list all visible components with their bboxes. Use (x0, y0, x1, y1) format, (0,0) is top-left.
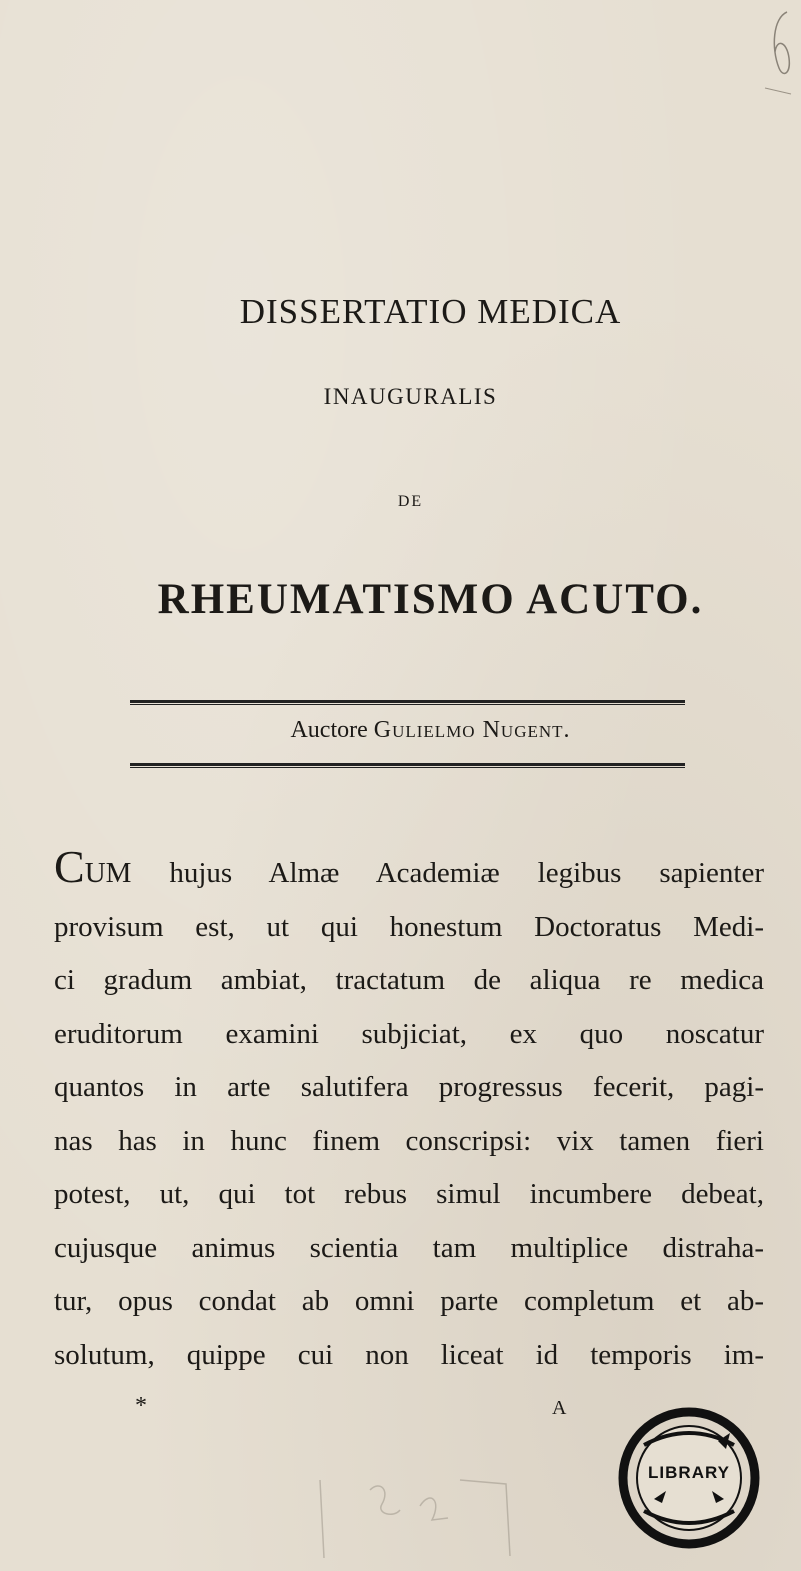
library-stamp (614, 1403, 764, 1553)
signature-mark: * (135, 1393, 147, 1419)
author-name: Gulielmo Nugent. (373, 717, 571, 743)
title-line-de: DE (397, 493, 424, 510)
catchword: A (552, 1397, 567, 1419)
pencil-scribble (310, 1470, 520, 1560)
title-line-dissertatio: DISSERTATIO MEDICA (239, 292, 622, 331)
body-line: eruditorum examini subjiciat, ex quo noscatur (54, 1017, 764, 1050)
body-line: potest, ut, qui tot rebus simul incumbere debeat, (54, 1178, 764, 1210)
title-line-rheumatismo: RHEUMATISMO ACUTO. (157, 576, 704, 623)
body-paragraph (54, 841, 764, 1382)
body-line: solutum, quippe cui non liceat id temporis im- (54, 1338, 764, 1371)
body-line: ci gradum ambiat, tractatum de aliqua re medica (54, 964, 764, 996)
rule-above-author (130, 700, 685, 705)
body-line-text: hujus Almæ Academiæ legibus sapienter (169, 857, 764, 889)
body-line: provisum est, ut qui honestum Doctoratus Medi- (54, 910, 764, 943)
author-prefix: Auctore (290, 717, 368, 743)
body-line (54, 841, 764, 901)
body-line: tur, opus condat ab omni parte completum et ab- (54, 1285, 764, 1317)
body-line: quantos in arte salutifera progressus fecerit, pagi- (54, 1071, 764, 1103)
opening-initial: C (54, 841, 85, 892)
body-line: nas has in hunc finem conscripsi: vix tamen fieri (54, 1124, 764, 1157)
stamp-label: LIBRARY (648, 1463, 730, 1482)
corner-pencil-mark (761, 8, 795, 98)
opening-smallcaps: UM (84, 857, 132, 889)
title-line-inauguralis: INAUGURALIS (323, 384, 498, 409)
rule-below-author (130, 763, 685, 768)
body-line: cujusque animus scientia tam multiplice distraha- (54, 1231, 764, 1264)
author-line (0, 717, 801, 744)
